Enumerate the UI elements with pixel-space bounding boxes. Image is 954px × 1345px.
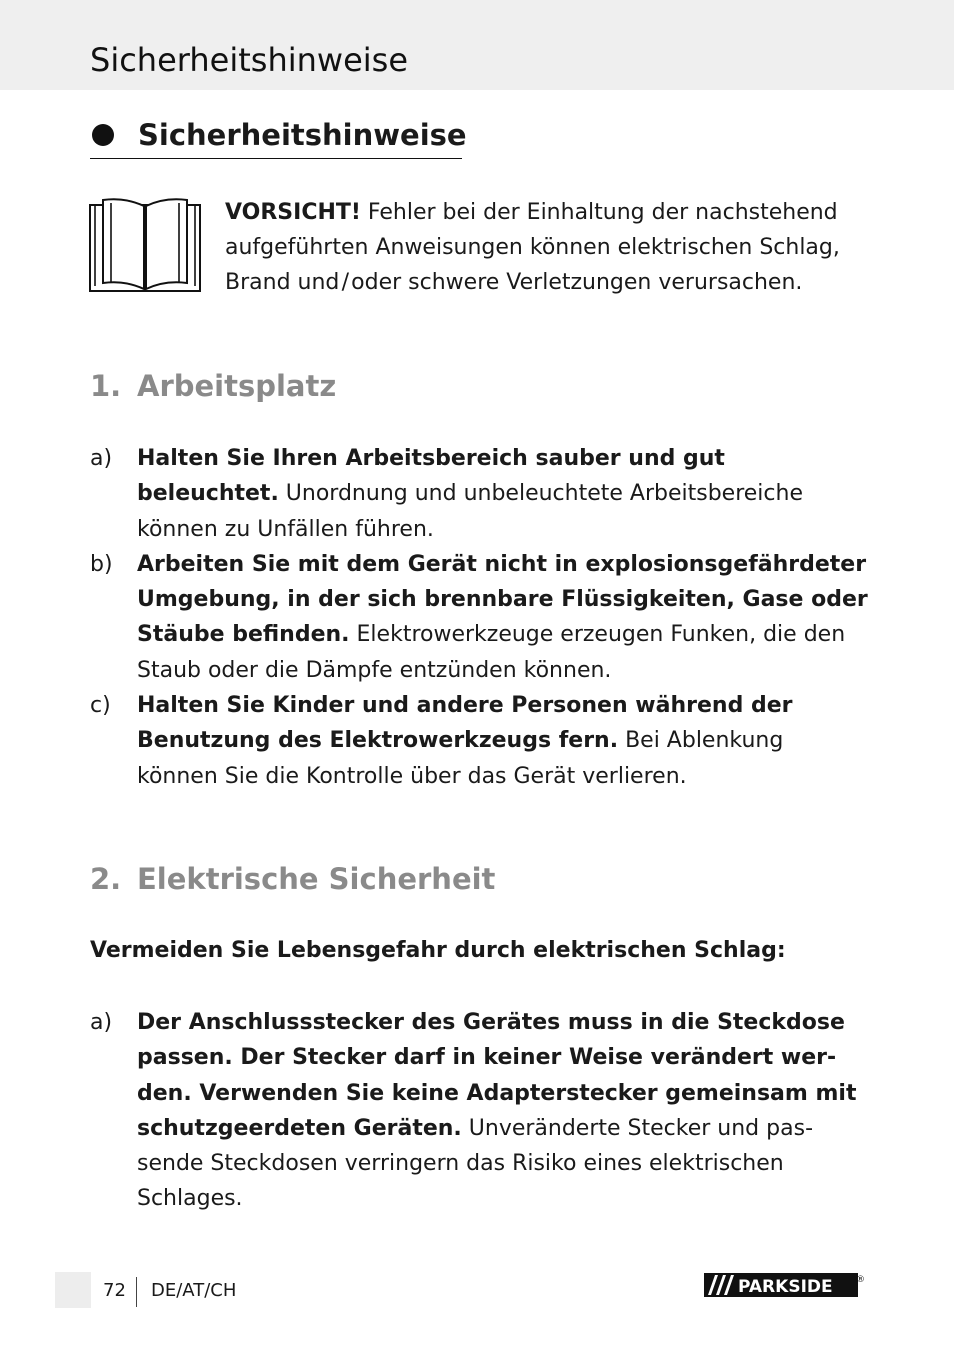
brand-name: PARKSIDE: [738, 1277, 833, 1297]
item-letter: c): [90, 693, 111, 719]
section-1-heading: [90, 366, 336, 406]
item-text: [137, 441, 870, 547]
list-item: [90, 688, 870, 794]
section-1-number: 1.: [90, 369, 122, 403]
item-body: Unveränderte Stecker und passende Steckdosen verringern das Risiko eines elektrischen Schlages.: [137, 1115, 814, 1212]
footer-divider: [136, 1277, 137, 1307]
region-code: DE/AT/CH: [151, 1280, 237, 1301]
section-2-title: Elektrische Sicherheit: [137, 862, 496, 896]
main-heading-text: Sicherheitshinweise: [138, 118, 467, 152]
item-body: Elektrowerkzeuge erzeugen Funken, die den Staub oder die Dämpfe entzünden können.: [137, 622, 846, 683]
item-letter: b): [90, 551, 113, 577]
section-2-number: 2.: [90, 862, 122, 896]
item-bold: Der Anschlussstecker des Gerätes muss in die Steckdose passen. Der Stecker darf in keiner Weise verändert werden. Verwenden Sie keine Adapterstecker gemeinsam mit schutzgeerdeten Geräten.: [137, 1010, 857, 1141]
list-item: [90, 441, 870, 547]
footer-box: [55, 1272, 91, 1308]
item-bold: Halten Sie Kinder und andere Personen während der Benutzung des Elektrowerkzeugs fern.: [137, 693, 793, 754]
list-item: [90, 1005, 870, 1217]
section-1-list: [90, 441, 870, 794]
registered-mark: ®: [856, 1275, 865, 1285]
item-bold: Halten Sie Ihren Arbeitsbereich sauber und gut beleuchtet.: [137, 446, 725, 507]
brand-logo: [704, 1273, 864, 1299]
caution-text: Fehler bei der Einhaltung der nachstehend aufgeführten Anweisungen können elektrischen Schlag, Brand und / oder schwere Verletzungen verursachen.: [225, 200, 840, 295]
caution-label: VORSICHT!: [225, 200, 361, 225]
item-letter: a): [90, 1010, 113, 1035]
item-letter: a): [90, 446, 113, 471]
section-1-title: Arbeitsplatz: [137, 369, 337, 403]
section-2-list: [90, 1005, 870, 1217]
open-book-icon: [89, 198, 201, 294]
section-2-lead: Vermeiden Sie Lebensgefahr durch elektrischen Schlag:: [90, 938, 786, 963]
item-text: [137, 688, 870, 794]
item-body: Bei Ablenkung können Sie die Kontrolle über das Gerät verlieren.: [137, 728, 784, 789]
item-bold: Arbeiten Sie mit dem Gerät nicht in explosionsgefährdeter Umgebung, in der sich brennbare Flüssigkeiten, Gase oder Stäube befinden.: [137, 551, 868, 648]
item-text: [137, 547, 870, 688]
round-bullet-icon: [92, 124, 114, 146]
item-body: Unordnung und unbeleuchtete Arbeitsbereiche können zu Unfällen führen.: [137, 481, 803, 542]
running-title: Sicherheitshinweise: [90, 41, 408, 79]
page-number: 72: [103, 1280, 126, 1301]
item-text: [137, 1005, 870, 1217]
section-2-heading: [90, 859, 495, 899]
caution-paragraph: [225, 195, 865, 300]
main-heading: [90, 116, 467, 159]
list-item: [90, 547, 870, 688]
